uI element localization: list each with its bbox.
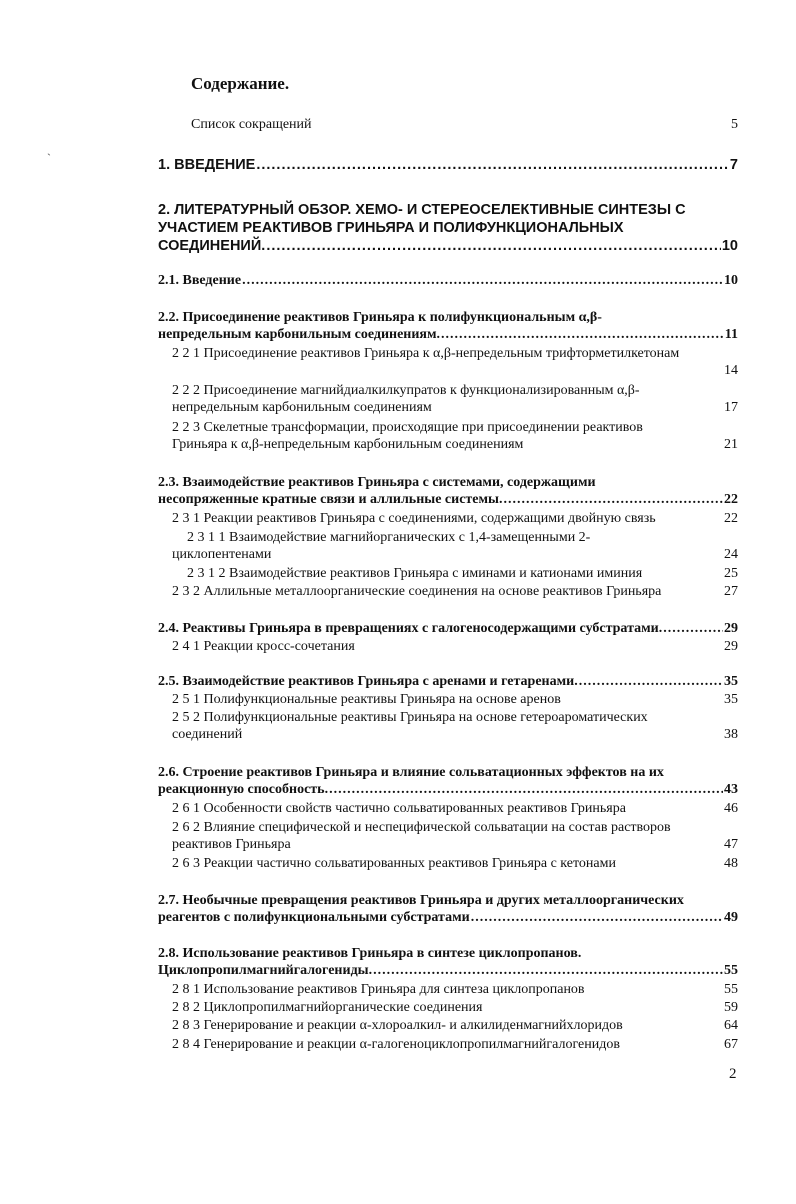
toc-entry-text: Список сокращений [191,117,312,132]
toc-page-number: 35 [724,692,738,707]
toc-entry-line: 2.6. Строение реактивов Гриньяра и влияние сольватационных эффектов на их [158,765,664,780]
toc-entry-line: 2 2 2 Присоединение магнийдиалкилкупратов к функционализированным α,β- [172,383,640,398]
toc-entry-text: 2 4 1 Реакции кросс-сочетания [172,639,355,654]
toc-entry-line: 2.8. Использование реактивов Гриньяра в синтезе циклопропанов. [158,946,582,961]
toc-entry-text: 2 3 1 Реакции реактивов Гриньяра с соединениями, содержащими двойную связь [172,511,656,526]
toc-entry-text: 2 8 4 Генерирование и реакции α-галогеноциклопропилмагнийгалогенидов [172,1037,620,1052]
toc-page-number: 55 [724,963,738,978]
toc-entry-2-8[interactable] [158,945,738,979]
toc-entry-line: 2 3 1 1 Взаимодействие магнийорганических с 1,4-замещенными 2- [187,530,591,545]
toc-entry-2-2-2[interactable] [158,382,738,416]
toc-entry-2-1[interactable] [158,272,738,289]
toc-entry-2-2-3[interactable] [158,419,738,453]
toc-entry-abbreviations[interactable] [158,116,738,133]
toc-page-number: 38 [724,727,738,742]
toc-entry-2-3-1[interactable] [158,510,738,527]
toc-entry-line: УЧАСТИЕМ РЕАКТИВОВ ГРИНЬЯРА И ПОЛИФУНКЦИОНАЛЬНЫХ [158,220,624,236]
toc-entry-text: 1. ВВЕДЕНИЕ [158,157,256,173]
page-title: Содержание. [191,74,290,93]
toc-entry-2-3-2[interactable] [158,583,738,600]
leader-dots [441,326,724,343]
toc-entry-2-6-2[interactable] [158,819,738,853]
toc-entry-2-8-1[interactable] [158,981,738,998]
toc-entry-2-8-4[interactable] [158,1036,738,1053]
toc-page-number: 64 [724,1018,738,1033]
toc-entry-2-8-3[interactable] [158,1017,738,1034]
leader-dots [242,272,723,289]
toc-entry-line: 2.2. Присоединение реактивов Гриньяра к полифункциональным α,β- [158,310,602,325]
leader-dots [373,962,723,979]
toc-entry-line: непредельным карбонильным соединениям [172,400,432,415]
toc-page-number: 67 [724,1037,738,1052]
toc-page-number: 10 [724,273,738,288]
toc-entry-2-8-2[interactable] [158,999,738,1016]
toc-page-number: 49 [724,910,738,925]
toc-page-number: 24 [724,547,738,562]
toc-entry-line: реактивов Гриньяра [172,837,291,852]
toc-page-number: 10 [721,238,738,254]
toc-entry-line: непредельным карбонильным соединениям. [158,327,441,342]
page-number: 2 [729,1066,737,1082]
stray-mark: ˏ [47,142,51,156]
toc-entry-2-5[interactable] [158,673,738,690]
toc-entry-2-7[interactable] [158,892,738,926]
toc-entry-text: 2 8 2 Циклопропилмагнийорганические соединения [172,1000,483,1015]
toc-entry-text: 2 3 1 2 Взаимодействие реактивов Гриньяра с иминами и катионами иминия [187,566,643,581]
toc-entry-2-4-1[interactable] [158,638,738,655]
toc-page-number: 17 [724,400,738,415]
leader-dots [579,673,723,690]
toc-page-number: 5 [731,117,738,132]
toc-entry-1[interactable] [158,157,738,174]
toc-page-number: 22 [724,492,738,507]
toc-entry-text: 2 2 1 Присоединение реактивов Гриньяра к α,β-непредельным трифторметилкетонам [172,346,680,361]
toc-entry-line: соединений [172,727,243,742]
toc-entry-line: 2.7. Необычные превращения реактивов Гриньяра и других металлоорганических [158,893,684,908]
toc-entry-2-3-1-1[interactable] [158,529,738,563]
toc-entry-text: 2 6 3 Реакции частично сольватированных реактивов Гриньяра с кетонами [172,856,616,871]
leader-dots [256,157,729,174]
toc-entry-2-4[interactable] [158,620,738,637]
toc-page-number: 46 [724,801,738,816]
toc-page-number: 29 [724,639,738,654]
toc-page-number: 55 [724,982,738,997]
toc-entry-2-3-1-2[interactable] [158,565,738,582]
toc-entry-2-2-1[interactable] [158,345,738,379]
toc-entry-2[interactable] [158,201,738,255]
toc-page-number: 7 [729,157,738,173]
toc-entry-line: реакционную способность. [158,782,329,797]
toc-entry-line: Циклопропилмагнийгалогениды. [158,963,373,978]
toc-page-number: 43 [724,782,738,797]
toc-entry-text: 2 8 1 Использование реактивов Гриньяра для синтеза циклопропанов [172,982,585,997]
toc-page-number: 47 [724,837,738,852]
toc-entry-line: 2. ЛИТЕРАТУРНЫЙ ОБЗОР. ХЕМО- И СТЕРЕОСЕЛЕКТИВНЫЕ СИНТЕЗЫ С [158,202,686,218]
toc-entry-2-6-1[interactable] [158,800,738,817]
toc-entry-line: циклопентенами [172,547,272,562]
toc-entry-line: реагентов с полифункциональными субстратами [158,910,470,925]
toc-page-number: 59 [724,1000,738,1015]
toc-entry-text: 2 3 2 Аллильные металлоорганические соединения на основе реактивов Гриньяра [172,584,662,599]
leader-dots [663,620,723,637]
leader-dots [329,781,723,798]
toc-entry-text: 2 5 1 Полифункциональные реактивы Гриньяра на основе аренов [172,692,561,707]
toc-page-number: 21 [724,437,738,452]
toc-entry-line: Гриньяра к α,β-непредельным карбонильным соединениям [172,437,524,452]
toc-entry-text: 2 8 3 Генерирование и реакции α-хлороалкил- и алкилиденмагнийхлоридов [172,1018,623,1033]
toc-page-number: 25 [724,566,738,581]
toc-entry-text: 2.1. Введение [158,273,242,288]
toc-entry-text: 2.5. Взаимодействие реактивов Гриньяра с аренами и гетаренами. [158,674,578,689]
toc-page-number: 11 [724,327,738,342]
toc-page-number: 29 [724,621,738,636]
toc-entry-line: 2 6 2 Влияние специфической и неспецифической сольватации на состав растворов [172,820,671,835]
toc-entry-2-5-1[interactable] [158,691,738,708]
toc-entry-2-3[interactable] [158,474,738,508]
toc-entry-line: 2 2 3 Скелетные трансформации, происходящие при присоединении реактивов [172,420,643,435]
toc-entry-text: 2 6 1 Особенности свойств частично сольватированных реактивов Гриньяра [172,801,626,816]
toc-page-number: 22 [724,511,738,526]
toc-entry-line: несопряженные кратные связи и аллильные системы. [158,492,503,507]
leader-dots [503,491,723,508]
leader-dots [471,909,723,926]
toc-page-number: 35 [724,674,738,689]
toc-entry-line: 2 5 2 Полифункциональные реактивы Гриньяра на основе гетероароматических [172,710,648,725]
toc-entry-2-6[interactable] [158,764,738,798]
toc-entry-text: 2.4. Реактивы Гриньяра в превращениях с галогеносодержащими субстратами. [158,621,663,636]
toc-entry-line: 2.3. Взаимодействие реактивов Гриньяра с системами, содержащими [158,475,596,490]
toc-page-number: 14 [724,363,738,378]
toc-entry-2-2[interactable] [158,309,738,343]
toc-entry-2-6-3[interactable] [158,855,738,872]
toc-page-number: 27 [724,584,738,599]
toc-entry-line: СОЕДИНЕНИЙ. [158,238,266,254]
leader-dots [266,237,721,255]
toc-page-number: 48 [724,856,738,871]
toc-entry-2-5-2[interactable] [158,709,738,743]
